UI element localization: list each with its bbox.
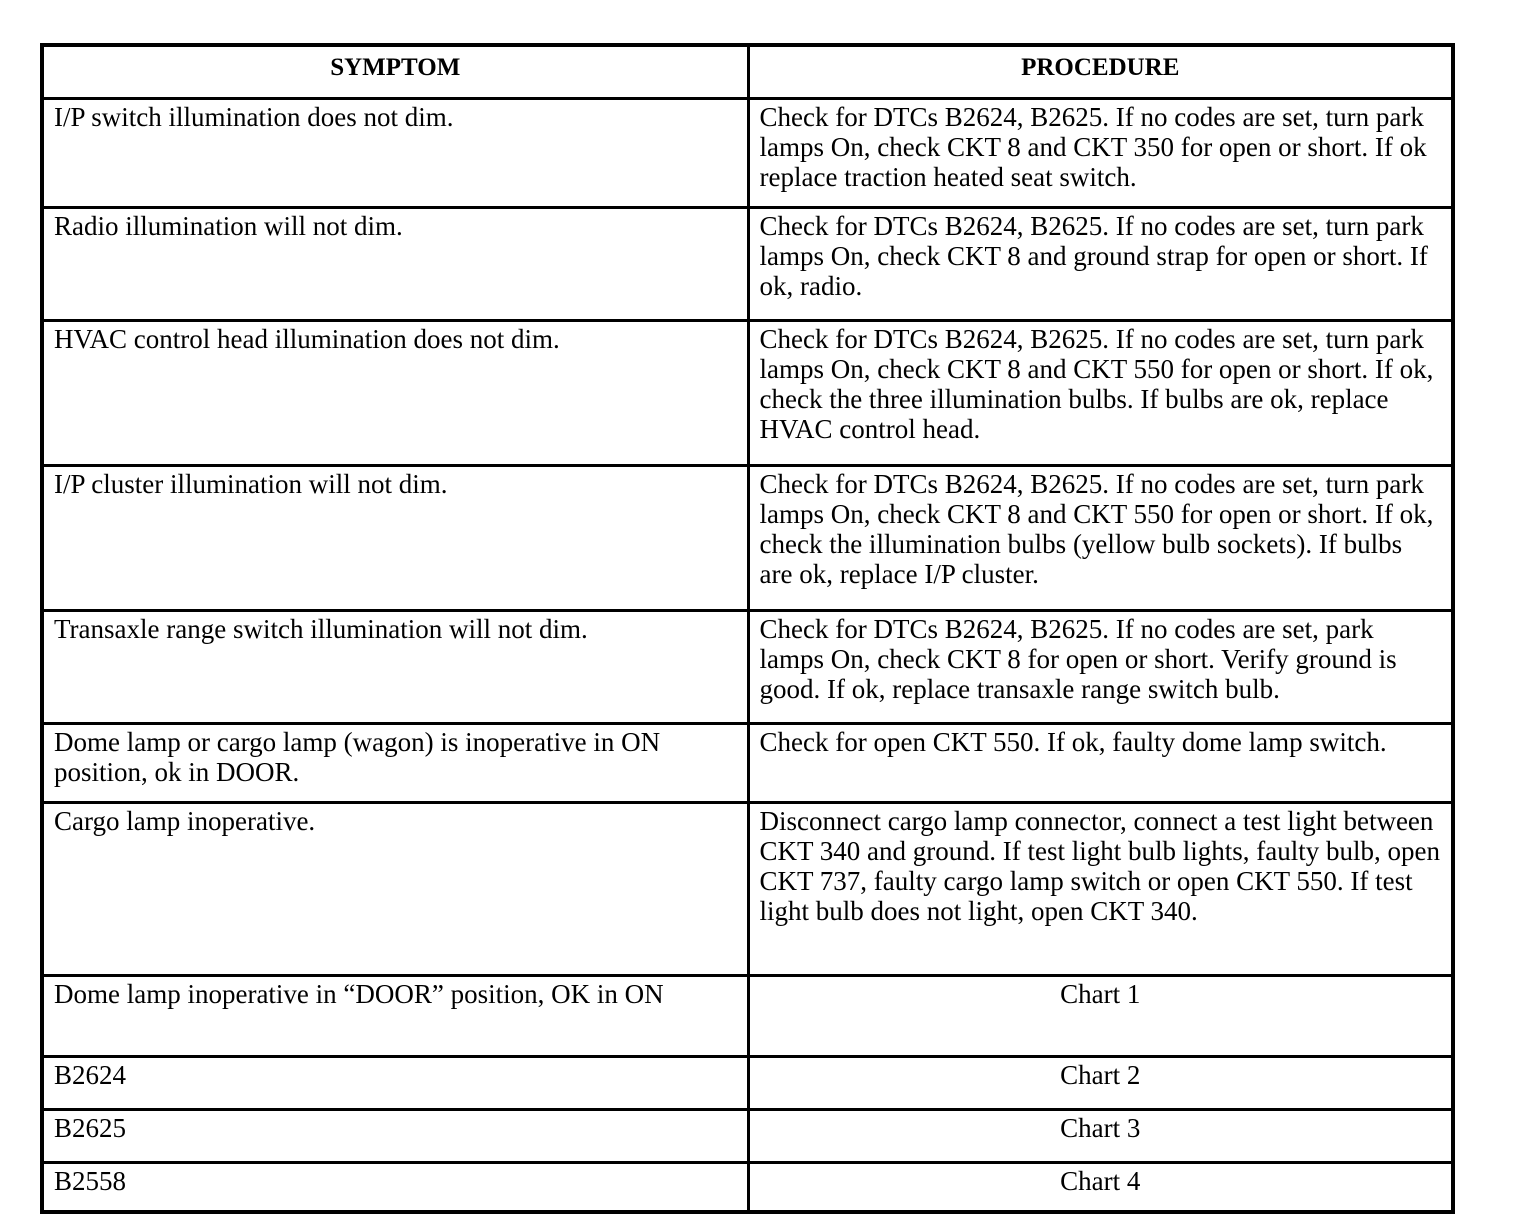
table-row — [42, 466, 1453, 611]
symptom-cell: B2625 — [42, 1110, 748, 1163]
procedure-cell: Disconnect cargo lamp connector, connect a test light between CKT 340 and ground. If test light bulb lights, faulty bulb, open CKT 737, faulty cargo lamp switch or open CKT 550. If test light bulb does not light, open CKT 340. — [748, 803, 1453, 976]
table-row — [42, 321, 1453, 466]
table-row — [42, 976, 1453, 1057]
procedure-cell: Check for DTCs B2624, B2625. If no codes are set, turn park lamps On, check CKT 8 and ground strap for open or short. If ok, radio. — [748, 208, 1453, 321]
symptom-cell: B2558 — [42, 1163, 748, 1213]
table-row — [42, 803, 1453, 976]
symptom-cell: Transaxle range switch illumination will not dim. — [42, 611, 748, 724]
table-row — [42, 724, 1453, 803]
chart-reference-cell: Chart 4 — [748, 1163, 1453, 1213]
procedure-cell: Check for open CKT 550. If ok, faulty dome lamp switch. — [748, 724, 1453, 803]
table-row — [42, 611, 1453, 724]
symptom-procedure-sheet — [40, 43, 1451, 1214]
procedure-column-header: PROCEDURE — [748, 45, 1453, 99]
diagnosis-table — [40, 43, 1455, 1214]
symptom-cell: Dome lamp or cargo lamp (wagon) is inoperative in ON position, ok in DOOR. — [42, 724, 748, 803]
table-row — [42, 1110, 1453, 1163]
table-row — [42, 1163, 1453, 1213]
symptom-cell: B2624 — [42, 1057, 748, 1110]
symptom-cell: I/P cluster illumination will not dim. — [42, 466, 748, 611]
table-row — [42, 208, 1453, 321]
procedure-cell: Check for DTCs B2624, B2625. If no codes are set, turn park lamps On, check CKT 8 and CKT 550 for open or short. If ok, check the illumination bulbs (yellow bulb sockets). If bulbs are ok, replace I/P cluster. — [748, 466, 1453, 611]
symptom-cell: Cargo lamp inoperative. — [42, 803, 748, 976]
procedure-cell: Check for DTCs B2624, B2625. If no codes are set, turn park lamps On, check CKT 8 and CKT 350 for open or short. If ok replace traction heated seat switch. — [748, 99, 1453, 208]
table-header-row — [42, 45, 1453, 99]
chart-reference-cell: Chart 1 — [748, 976, 1453, 1057]
procedure-cell: Check for DTCs B2624, B2625. If no codes are set, park lamps On, check CKT 8 for open or short. Verify ground is good. If ok, replace transaxle range switch bulb. — [748, 611, 1453, 724]
symptom-cell: Radio illumination will not dim. — [42, 208, 748, 321]
symptom-cell: HVAC control head illumination does not dim. — [42, 321, 748, 466]
table-row — [42, 99, 1453, 208]
chart-reference-cell: Chart 3 — [748, 1110, 1453, 1163]
procedure-cell: Check for DTCs B2624, B2625. If no codes are set, turn park lamps On, check CKT 8 and CKT 550 for open or short. If ok, check the three illumination bulbs. If bulbs are ok, replace HVAC control head. — [748, 321, 1453, 466]
symptom-column-header: SYMPTOM — [42, 45, 748, 99]
chart-reference-cell: Chart 2 — [748, 1057, 1453, 1110]
symptom-cell: I/P switch illumination does not dim. — [42, 99, 748, 208]
table-row — [42, 1057, 1453, 1110]
symptom-cell: Dome lamp inoperative in “DOOR” position, OK in ON — [42, 976, 748, 1057]
